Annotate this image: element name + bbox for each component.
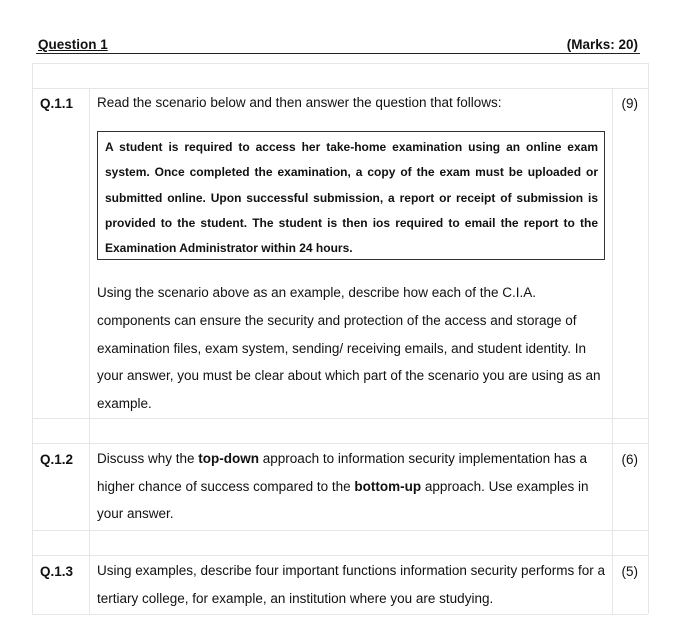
table-border — [648, 63, 649, 614]
question-body: Using the scenario above as an example, describe how each of the C.I.A. components can ensure the security and protection of the access and storage of examination files, exam system, sending/ receiving emails, and student identity. In your answer, you must be clear about which part of the scenario you are using as an example. — [97, 285, 601, 412]
question-marks: (9) — [621, 96, 638, 111]
question-prompt: Read the scenario below and then answer the question that follows: — [97, 95, 502, 110]
question-total-marks: (Marks: 20) — [566, 37, 638, 52]
question-number: Q.1.1 — [40, 96, 74, 111]
table-divider — [32, 418, 648, 419]
table-divider — [32, 614, 648, 615]
prompt-text: Discuss why the — [97, 451, 199, 466]
table-divider — [32, 63, 648, 64]
table-divider — [32, 443, 648, 444]
question-marks: (6) — [621, 452, 638, 467]
table-border — [612, 88, 613, 614]
prompt-text: approach to information security implementation has a higher chance of success compared to the — [97, 451, 587, 494]
prompt-text: approach. Use examples in your answer. — [97, 478, 589, 521]
table-divider — [32, 530, 648, 531]
question-number: Q.1.2 — [40, 452, 74, 467]
question-number: Q.1.3 — [40, 564, 74, 579]
question-title: Question 1 — [38, 37, 108, 52]
prompt-emphasis: bottom-up — [354, 478, 422, 494]
scenario-box: A student is required to access her take-home examination using an online exam system. Once completed the examination, a copy of the exam must be uploaded or submitted online. Upon successful submission, a report or receipt of submission is provided to the student. The student is then ios required to email the report to the Examination Administrator within 24 hours. — [97, 131, 605, 260]
question-prompt — [97, 445, 607, 528]
prompt-emphasis: top-down — [198, 451, 260, 466]
question-prompt: Using examples, describe four important functions information security performs for a tertiary college, for example, an institution where you are studying. — [97, 563, 605, 606]
question-marks: (5) — [621, 564, 638, 579]
table-divider — [32, 555, 648, 556]
table-border — [32, 63, 33, 614]
table-border — [89, 88, 90, 614]
question-header — [36, 36, 640, 54]
